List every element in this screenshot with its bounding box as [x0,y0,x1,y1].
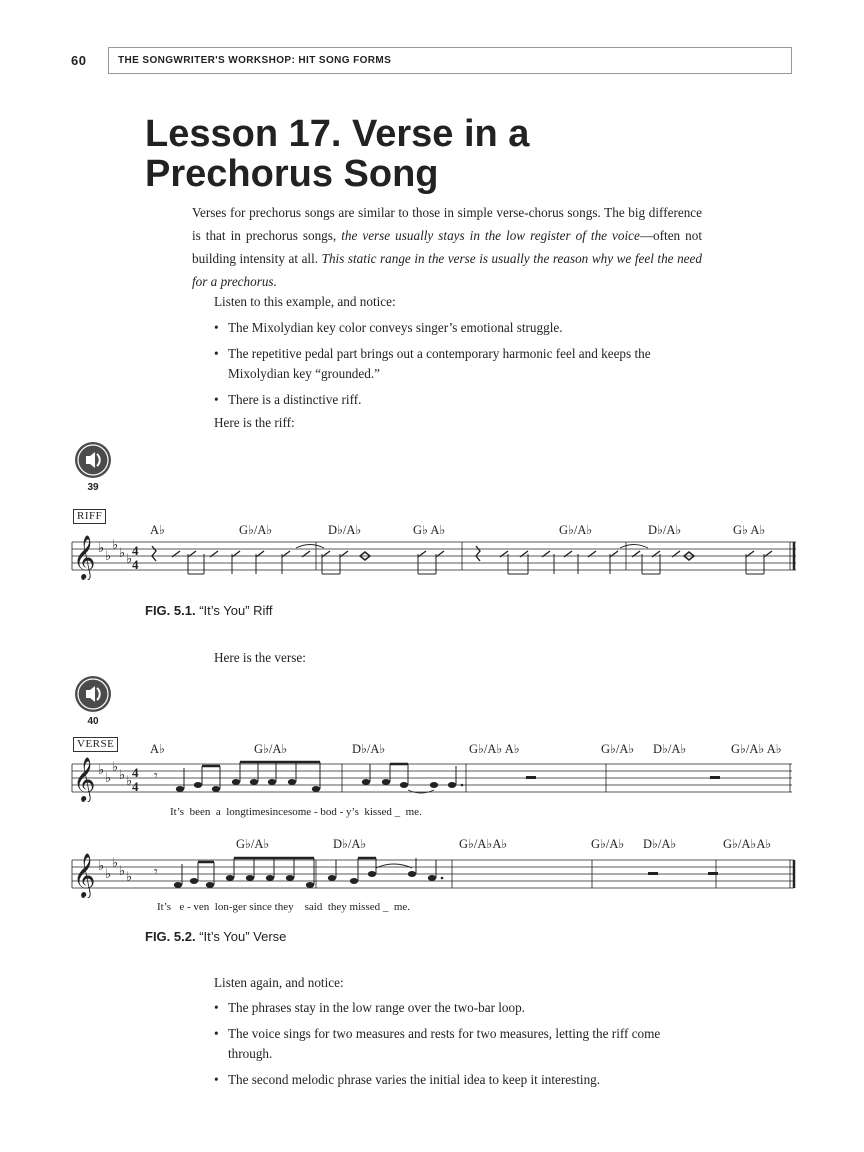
fig2-caption-number: FIG. 5.2. [145,929,196,944]
page-number: 60 [71,53,87,68]
chord-symbol: G♭/A♭ [236,837,270,851]
lyric-syllable: time [245,806,266,818]
chord-symbol: G♭/A♭ [591,837,625,851]
intro-bullet: • The repetitive pedal part brings out a contemporary harmonic feel and keeps the Mixolydian key “grounded.” [214,344,684,384]
chord-symbol: G♭/A♭ [239,523,273,537]
lyric-syllable: they [274,901,294,913]
chord-symbol: A♭ [150,523,165,537]
outro-bullet: • The phrases stay in the low range over the two-bar loop. [214,998,684,1018]
chord-symbol: G♭/A♭ [601,742,635,756]
chord-symbol: G♭ A♭ [733,523,766,537]
verse-section-label: VERSE [73,737,118,752]
riff-intro: Here is the riff: [214,415,295,430]
chord-symbol: D♭/A♭ [333,837,367,851]
svg-text:𝄞: 𝄞 [73,535,96,579]
lyric-syllable: e [179,901,185,913]
verse-staff-2 [70,848,800,898]
fig1-caption-number: FIG. 5.1. [145,603,196,618]
lyric-syllable: me. [393,901,411,913]
lyric-syllable: some [287,806,312,818]
svg-text:♭: ♭ [98,762,105,777]
svg-text:♭: ♭ [105,770,112,785]
listen-prompt: Listen to this example, and notice: [214,294,396,309]
intro-bullet-list [214,318,684,416]
intro-text-a: Verses for prechorus songs are similar to those in simple verse-chorus songs. The big difference is that in prechorus songs, [192,205,702,243]
svg-text:4: 4 [132,779,139,794]
fig1-caption-text: “It’s You” Riff [199,603,273,618]
lyric-syllable: ger [232,901,247,913]
intro-bullet: • There is a distinctive riff. [214,390,684,410]
lyric-hyphen: - [186,901,191,913]
lyric-syllable: It’s [157,901,172,913]
svg-text:♭: ♭ [119,545,126,560]
lyric-syllable: bod [320,806,337,818]
lyric-line-1 [170,806,422,818]
riff-section-label: RIFF [73,509,106,524]
lyric-syllable: ven [193,901,210,913]
svg-text:♭: ♭ [98,540,105,555]
outro-bullet: • The second melodic phrase varies the initial idea to keep it interesting. [214,1070,684,1090]
chord-symbol: G♭/A♭ A♭ [731,742,782,756]
audio-track-number: 39 [87,482,99,493]
svg-text:𝄾: 𝄾 [154,769,158,784]
riff-staff [70,530,800,580]
lyric-syllable: missed [349,901,381,913]
outro-bullet-list [214,998,684,1096]
svg-text:𝄞: 𝄞 [73,853,96,897]
chord-symbol: G♭ A♭ [413,523,446,537]
svg-text:4: 4 [132,765,139,780]
audio-speaker-icon[interactable] [75,442,111,478]
lyric-extender: _ [394,806,401,818]
svg-text:♭: ♭ [112,537,119,552]
lyric-syllable: y’s [346,806,359,818]
chord-symbol: D♭/A♭ [328,523,362,537]
chord-symbol: G♭/A♭ A♭ [469,742,520,756]
chord-symbol: G♭/A♭A♭ [723,837,772,851]
listen-again-prompt: Listen again, and notice: [214,975,344,990]
svg-text:♭: ♭ [126,773,133,788]
verse-staff-2-rest [700,848,730,898]
running-title: THE SONGWRITER'S WORKSHOP: HIT SONG FORMS [118,55,392,66]
chord-symbol: D♭/A♭ [653,742,687,756]
intro-text-c: —often not building intensity at all. [192,228,703,266]
intro-paragraph [192,201,702,293]
svg-text:𝄞: 𝄞 [73,757,96,801]
lyric-syllable: since [265,806,288,818]
lyric-hyphen: - [339,806,344,818]
chord-symbol: D♭/A♭ [352,742,386,756]
lyric-syllable: me. [405,806,422,818]
chord-symbol: A♭ [150,742,165,756]
svg-text:𝄾: 𝄾 [154,865,158,880]
outro-bullet: • The voice sings for two measures and rests for two measures, letting the riff come through. [214,1024,684,1064]
lesson-title-line2: Prechorus Song [145,153,439,195]
chord-symbol: D♭/A♭ [643,837,677,851]
chord-symbol: G♭/A♭ [254,742,288,756]
lyric-syllable: since [249,901,272,913]
chord-symbol: D♭/A♭ [648,523,682,537]
svg-text:4: 4 [132,543,139,558]
svg-text:♭: ♭ [112,759,119,774]
svg-text:♭: ♭ [119,767,126,782]
lyric-syllable: It’s [170,806,185,818]
lyric-syllable: lon [214,901,229,913]
lyric-syllable: long [226,806,246,818]
intro-bullet: • The Mixolydian key color conveys singer’s emotional struggle. [214,318,684,338]
lesson-title [145,114,529,194]
lyric-syllable: a [215,806,221,818]
svg-text:♭: ♭ [112,855,119,870]
svg-text:♭: ♭ [105,866,112,881]
audio-speaker-icon[interactable] [75,676,111,712]
lyric-hyphen: - [313,806,318,818]
svg-text:♭: ♭ [98,858,105,873]
lyric-line-2 [157,901,410,913]
svg-text:♭: ♭ [105,548,112,563]
lyric-extender: _ [382,901,389,913]
svg-text:♭: ♭ [119,863,126,878]
fig1-caption [145,603,272,618]
lyric-syllable: said [304,901,323,913]
svg-text:4: 4 [132,557,139,572]
chord-symbol: G♭/A♭A♭ [459,837,508,851]
fig2-caption-text: “It’s You” Verse [199,929,287,944]
intro-text-b: the verse usually stays in the low register of the voice [341,228,640,243]
verse-staff-1 [70,752,800,802]
chord-symbol: G♭/A♭ [559,523,593,537]
lyric-syllable: they [327,901,347,913]
lyric-syllable: kissed [364,806,392,818]
svg-text:♭: ♭ [126,869,133,884]
lesson-title-line1: Lesson 17. Verse in a [145,113,530,155]
intro-text-d: This static range in the verse is usually the reason why we feel the need for a prechorus. [192,251,702,289]
audio-track-number: 40 [87,716,99,727]
verse-intro: Here is the verse: [214,650,306,665]
lyric-hyphen: - [228,901,233,913]
lyric-syllable: been [189,806,211,818]
fig2-caption [145,929,286,944]
svg-text:♭: ♭ [126,551,133,566]
